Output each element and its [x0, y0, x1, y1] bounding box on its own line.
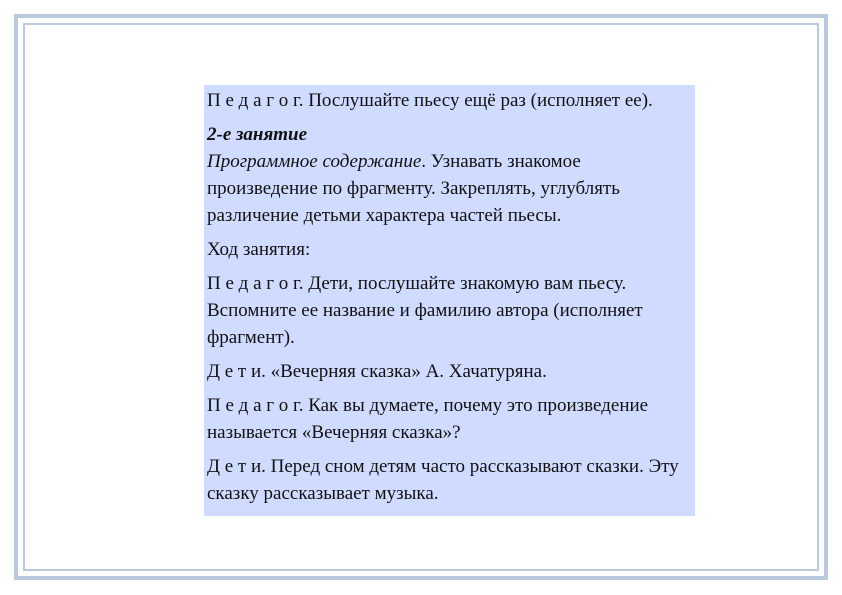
speaker-label: П е д а г о г. — [207, 273, 304, 294]
text-block — [204, 85, 695, 516]
lesson-heading: 2-е занятие — [207, 124, 308, 145]
speaker-label: Д е т и. — [207, 361, 266, 382]
program-content — [207, 148, 692, 229]
paragraph-text: . Узнавать знакомое произведение по фрагменту. Закреплять, углублять различение детьми характера частей пьесы. — [207, 151, 620, 226]
paragraph-text: «Вечерняя сказка» А. Хачатуряна. — [265, 361, 547, 382]
speaker-label: П е д а г о г. — [207, 395, 304, 416]
paragraph-teacher-2 — [207, 270, 692, 351]
paragraph-children-1 — [207, 358, 692, 385]
speaker-label: Д е т и. — [207, 456, 266, 477]
paragraph-text: Перед сном детям часто рассказывают сказки. Эту сказку рассказывает музыка. — [207, 456, 679, 504]
paragraph-text: Как вы думаете, почему это произведение называется «Вечерняя сказка»? — [207, 395, 649, 443]
paragraph-teacher-1 — [207, 87, 692, 114]
paragraph-teacher-3 — [207, 392, 692, 446]
paragraph-text: Послушайте пьесу ещё раз (исполняет ее). — [303, 90, 653, 111]
speaker-label: П е д а г о г. — [207, 90, 304, 111]
paragraph-text: Дети, послушайте знакомую вам пьесу. Вспомните ее название и фамилию автора (исполняет фрагмент). — [207, 273, 643, 348]
lesson-section — [207, 121, 692, 229]
lesson-progress-heading: Ход занятия: — [207, 239, 311, 260]
program-content-label: Программное содержание — [207, 151, 422, 172]
paragraph-children-2 — [207, 453, 692, 507]
